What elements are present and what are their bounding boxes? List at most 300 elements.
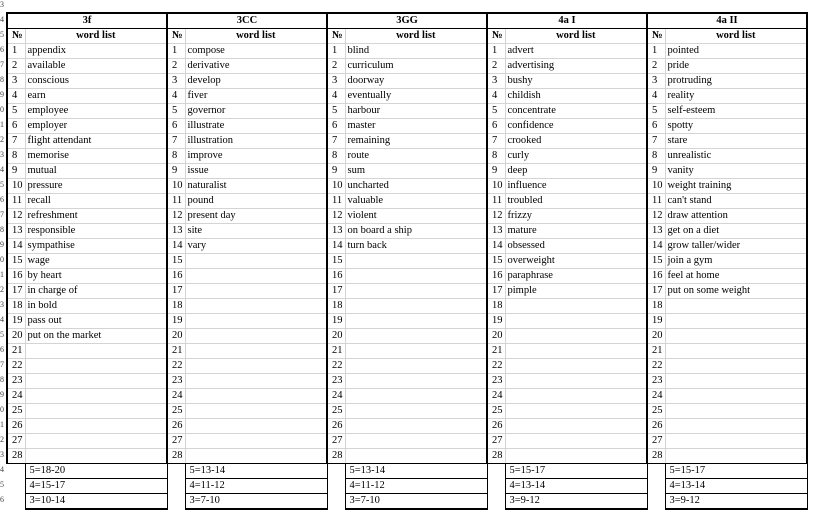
row-number-cell[interactable]: 21 xyxy=(327,344,345,359)
word-cell[interactable] xyxy=(505,344,647,359)
row-number-cell[interactable]: 28 xyxy=(167,449,185,464)
word-cell[interactable]: self-esteem xyxy=(665,104,807,119)
row-number-cell[interactable]: 8 xyxy=(647,149,665,164)
row-header[interactable]: 5 xyxy=(0,330,4,339)
row-header[interactable]: 6 xyxy=(0,345,4,354)
word-cell[interactable]: compose xyxy=(185,44,327,59)
row-number-cell[interactable]: 7 xyxy=(327,134,345,149)
row-number-cell[interactable]: 9 xyxy=(327,164,345,179)
row-header[interactable]: 4 xyxy=(0,165,4,174)
word-cell[interactable] xyxy=(185,449,327,464)
row-number-cell[interactable]: 3 xyxy=(7,74,25,89)
row-number-cell[interactable]: 14 xyxy=(7,239,25,254)
row-number-cell[interactable]: 24 xyxy=(167,389,185,404)
word-cell[interactable]: governor xyxy=(185,104,327,119)
row-number-cell[interactable]: 27 xyxy=(647,434,665,449)
word-cell[interactable]: conscious xyxy=(25,74,167,89)
row-header[interactable]: 4 xyxy=(0,465,4,474)
grade-scale-cell[interactable]: 3=9-12 xyxy=(505,494,647,510)
word-cell[interactable]: weight training xyxy=(665,179,807,194)
word-cell[interactable]: sum xyxy=(345,164,487,179)
row-number-cell[interactable]: 15 xyxy=(487,254,505,269)
word-cell[interactable] xyxy=(25,434,167,449)
row-number-cell[interactable]: 21 xyxy=(487,344,505,359)
row-header[interactable]: 0 xyxy=(0,255,4,264)
word-cell[interactable] xyxy=(185,434,327,449)
word-cell[interactable]: derivative xyxy=(185,59,327,74)
word-cell[interactable]: influence xyxy=(505,179,647,194)
row-header[interactable]: 8 xyxy=(0,375,4,384)
row-number-cell[interactable]: 19 xyxy=(167,314,185,329)
row-number-cell[interactable]: 7 xyxy=(487,134,505,149)
word-cell[interactable] xyxy=(185,374,327,389)
word-cell[interactable]: troubled xyxy=(505,194,647,209)
word-cell[interactable] xyxy=(665,329,807,344)
word-cell[interactable] xyxy=(665,374,807,389)
row-number-cell[interactable]: 9 xyxy=(7,164,25,179)
word-cell[interactable]: grow taller/wider xyxy=(665,239,807,254)
row-header[interactable]: 8 xyxy=(0,75,4,84)
word-cell[interactable]: childish xyxy=(505,89,647,104)
row-number-cell[interactable]: 28 xyxy=(487,449,505,464)
row-number-cell[interactable]: 1 xyxy=(167,44,185,59)
row-header[interactable]: 1 xyxy=(0,120,4,129)
row-number-cell[interactable]: 3 xyxy=(487,74,505,89)
row-number-cell[interactable]: 3 xyxy=(327,74,345,89)
word-cell[interactable]: deep xyxy=(505,164,647,179)
word-cell[interactable]: blind xyxy=(345,44,487,59)
row-number-cell[interactable]: 24 xyxy=(647,389,665,404)
word-cell[interactable] xyxy=(665,404,807,419)
row-number-cell[interactable]: 10 xyxy=(647,179,665,194)
word-cell[interactable] xyxy=(505,404,647,419)
row-number-cell[interactable]: 25 xyxy=(327,404,345,419)
row-number-cell[interactable]: 14 xyxy=(487,239,505,254)
row-number-cell[interactable]: 26 xyxy=(7,419,25,434)
word-cell[interactable]: join a gym xyxy=(665,254,807,269)
row-number-cell[interactable]: 11 xyxy=(487,194,505,209)
word-list-header[interactable]: word list xyxy=(505,29,647,44)
row-number-cell[interactable]: 6 xyxy=(7,119,25,134)
word-cell[interactable] xyxy=(345,434,487,449)
word-cell[interactable]: refreshment xyxy=(25,209,167,224)
word-cell[interactable]: mature xyxy=(505,224,647,239)
row-number-cell[interactable]: 25 xyxy=(167,404,185,419)
word-cell[interactable] xyxy=(185,419,327,434)
word-cell[interactable]: paraphrase xyxy=(505,269,647,284)
word-cell[interactable]: pound xyxy=(185,194,327,209)
word-cell[interactable]: available xyxy=(25,59,167,74)
word-cell[interactable]: remaining xyxy=(345,134,487,149)
row-number-cell[interactable]: 15 xyxy=(327,254,345,269)
grade-scale-cell[interactable]: 3=10-14 xyxy=(25,494,167,510)
row-number-cell[interactable]: 19 xyxy=(487,314,505,329)
word-cell[interactable]: wage xyxy=(25,254,167,269)
row-number-cell[interactable]: 22 xyxy=(327,359,345,374)
row-number-cell[interactable]: 17 xyxy=(647,284,665,299)
row-header[interactable]: 0 xyxy=(0,405,4,414)
grade-scale-cell[interactable]: 3=7-10 xyxy=(185,494,327,510)
word-cell[interactable] xyxy=(505,359,647,374)
row-header[interactable]: 9 xyxy=(0,90,4,99)
word-cell[interactable]: earn xyxy=(25,89,167,104)
word-cell[interactable]: present day xyxy=(185,209,327,224)
row-number-cell[interactable]: 16 xyxy=(647,269,665,284)
word-cell[interactable] xyxy=(505,419,647,434)
row-header[interactable]: 2 xyxy=(0,285,4,294)
group-title-3[interactable]: 4a I xyxy=(487,13,647,29)
row-number-cell[interactable]: 14 xyxy=(647,239,665,254)
word-cell[interactable] xyxy=(505,329,647,344)
word-cell[interactable]: overweight xyxy=(505,254,647,269)
row-number-cell[interactable]: 10 xyxy=(327,179,345,194)
row-header[interactable]: 2 xyxy=(0,135,4,144)
word-cell[interactable] xyxy=(185,329,327,344)
row-number-cell[interactable]: 12 xyxy=(487,209,505,224)
row-number-cell[interactable]: 21 xyxy=(7,344,25,359)
word-cell[interactable] xyxy=(345,299,487,314)
row-number-cell[interactable]: 22 xyxy=(7,359,25,374)
grade-scale-cell[interactable]: 5=13-14 xyxy=(185,464,327,479)
grade-scale-cell[interactable]: 5=15-17 xyxy=(505,464,647,479)
row-number-cell[interactable]: 27 xyxy=(167,434,185,449)
row-number-cell[interactable]: 26 xyxy=(487,419,505,434)
word-cell[interactable]: pimple xyxy=(505,284,647,299)
row-number-cell[interactable]: 7 xyxy=(7,134,25,149)
word-cell[interactable]: naturalist xyxy=(185,179,327,194)
row-number-cell[interactable]: 13 xyxy=(7,224,25,239)
word-cell[interactable] xyxy=(25,344,167,359)
grade-scale-cell[interactable]: 4=13-14 xyxy=(505,479,647,494)
row-number-cell[interactable]: 6 xyxy=(487,119,505,134)
row-number-cell[interactable]: 28 xyxy=(7,449,25,464)
row-number-cell[interactable]: 25 xyxy=(647,404,665,419)
row-number-cell[interactable]: 20 xyxy=(167,329,185,344)
row-number-cell[interactable]: 27 xyxy=(327,434,345,449)
word-cell[interactable]: feel at home xyxy=(665,269,807,284)
word-cell[interactable] xyxy=(505,389,647,404)
word-cell[interactable] xyxy=(345,419,487,434)
grade-scale-cell[interactable]: 3=9-12 xyxy=(665,494,807,510)
word-cell[interactable]: spotty xyxy=(665,119,807,134)
word-cell[interactable]: improve xyxy=(185,149,327,164)
word-cell[interactable]: illustration xyxy=(185,134,327,149)
row-number-cell[interactable]: 18 xyxy=(647,299,665,314)
word-cell[interactable]: harbour xyxy=(345,104,487,119)
word-cell[interactable]: vary xyxy=(185,239,327,254)
row-number-cell[interactable]: 1 xyxy=(7,44,25,59)
row-number-cell[interactable]: 10 xyxy=(487,179,505,194)
word-cell[interactable]: illustrate xyxy=(185,119,327,134)
row-header[interactable]: 3 xyxy=(0,450,4,459)
row-number-cell[interactable]: 3 xyxy=(167,74,185,89)
word-cell[interactable]: violent xyxy=(345,209,487,224)
word-cell[interactable]: pride xyxy=(665,59,807,74)
row-number-cell[interactable]: 24 xyxy=(7,389,25,404)
row-number-cell[interactable]: 20 xyxy=(7,329,25,344)
row-number-cell[interactable]: 20 xyxy=(327,329,345,344)
group-title-2[interactable]: 3GG xyxy=(327,13,487,29)
word-cell[interactable] xyxy=(25,419,167,434)
word-cell[interactable]: in charge of xyxy=(25,284,167,299)
word-cell[interactable] xyxy=(185,269,327,284)
row-number-cell[interactable]: 2 xyxy=(487,59,505,74)
word-cell[interactable]: valuable xyxy=(345,194,487,209)
word-cell[interactable]: crooked xyxy=(505,134,647,149)
word-cell[interactable] xyxy=(185,314,327,329)
grade-scale-cell[interactable]: 4=11-12 xyxy=(345,479,487,494)
row-number-cell[interactable]: 1 xyxy=(647,44,665,59)
row-number-cell[interactable]: 13 xyxy=(487,224,505,239)
grade-scale-cell[interactable]: 4=11-12 xyxy=(185,479,327,494)
word-cell[interactable] xyxy=(185,254,327,269)
word-cell[interactable]: employee xyxy=(25,104,167,119)
grade-scale-cell[interactable]: 3=7-10 xyxy=(345,494,487,510)
row-number-cell[interactable]: 19 xyxy=(327,314,345,329)
word-cell[interactable] xyxy=(185,344,327,359)
word-cell[interactable]: unrealistic xyxy=(665,149,807,164)
row-header[interactable]: 4 xyxy=(0,315,4,324)
group-title-0[interactable]: 3f xyxy=(7,13,167,29)
row-number-cell[interactable]: 18 xyxy=(327,299,345,314)
row-number-cell[interactable]: 24 xyxy=(327,389,345,404)
word-list-header[interactable]: word list xyxy=(185,29,327,44)
row-number-cell[interactable]: 28 xyxy=(647,449,665,464)
word-cell[interactable] xyxy=(505,374,647,389)
word-cell[interactable]: sympathise xyxy=(25,239,167,254)
row-number-cell[interactable]: 9 xyxy=(167,164,185,179)
row-number-cell[interactable]: 7 xyxy=(647,134,665,149)
row-number-cell[interactable]: 10 xyxy=(167,179,185,194)
row-number-cell[interactable]: 26 xyxy=(647,419,665,434)
word-cell[interactable]: master xyxy=(345,119,487,134)
word-cell[interactable] xyxy=(185,299,327,314)
word-cell[interactable]: bushy xyxy=(505,74,647,89)
word-cell[interactable]: curly xyxy=(505,149,647,164)
row-number-cell[interactable]: 18 xyxy=(7,299,25,314)
word-cell[interactable] xyxy=(345,329,487,344)
row-number-cell[interactable]: 15 xyxy=(647,254,665,269)
row-number-cell[interactable]: 21 xyxy=(167,344,185,359)
row-number-cell[interactable]: 4 xyxy=(167,89,185,104)
row-number-cell[interactable]: 8 xyxy=(487,149,505,164)
row-header[interactable]: 6 xyxy=(0,45,4,54)
row-number-cell[interactable]: 4 xyxy=(7,89,25,104)
word-cell[interactable]: route xyxy=(345,149,487,164)
row-number-cell[interactable]: 15 xyxy=(167,254,185,269)
word-cell[interactable] xyxy=(345,344,487,359)
word-cell[interactable]: develop xyxy=(185,74,327,89)
row-number-cell[interactable]: 11 xyxy=(647,194,665,209)
row-number-cell[interactable]: 15 xyxy=(7,254,25,269)
word-cell[interactable] xyxy=(345,269,487,284)
word-cell[interactable] xyxy=(185,284,327,299)
word-cell[interactable]: put on some weight xyxy=(665,284,807,299)
row-number-cell[interactable]: 13 xyxy=(167,224,185,239)
word-cell[interactable]: by heart xyxy=(25,269,167,284)
word-cell[interactable] xyxy=(345,404,487,419)
grade-scale-cell[interactable]: 5=18-20 xyxy=(25,464,167,479)
row-number-cell[interactable]: 23 xyxy=(7,374,25,389)
group-title-4[interactable]: 4a II xyxy=(647,13,807,29)
word-cell[interactable]: get on a diet xyxy=(665,224,807,239)
word-cell[interactable]: appendix xyxy=(25,44,167,59)
word-cell[interactable] xyxy=(345,314,487,329)
word-cell[interactable]: on board a ship xyxy=(345,224,487,239)
row-number-cell[interactable]: 5 xyxy=(487,104,505,119)
row-header[interactable]: 9 xyxy=(0,240,4,249)
row-header[interactable]: 1 xyxy=(0,270,4,279)
row-number-cell[interactable]: 25 xyxy=(7,404,25,419)
row-number-cell[interactable]: 1 xyxy=(327,44,345,59)
number-header[interactable]: № xyxy=(327,29,345,44)
row-header[interactable]: 3 xyxy=(0,0,4,9)
word-cell[interactable] xyxy=(25,359,167,374)
word-cell[interactable]: memorise xyxy=(25,149,167,164)
grade-scale-cell[interactable]: 4=13-14 xyxy=(665,479,807,494)
row-number-cell[interactable]: 5 xyxy=(327,104,345,119)
row-number-cell[interactable]: 24 xyxy=(487,389,505,404)
row-header[interactable]: 6 xyxy=(0,195,4,204)
row-number-cell[interactable]: 1 xyxy=(487,44,505,59)
word-cell[interactable] xyxy=(505,434,647,449)
word-cell[interactable]: obsessed xyxy=(505,239,647,254)
row-number-cell[interactable]: 9 xyxy=(487,164,505,179)
word-cell[interactable] xyxy=(345,449,487,464)
row-number-cell[interactable]: 5 xyxy=(167,104,185,119)
number-header[interactable]: № xyxy=(7,29,25,44)
word-cell[interactable]: flight attendant xyxy=(25,134,167,149)
row-header[interactable]: 5 xyxy=(0,180,4,189)
row-header[interactable]: 5 xyxy=(0,30,4,39)
word-cell[interactable]: concentrate xyxy=(505,104,647,119)
word-cell[interactable] xyxy=(665,389,807,404)
row-number-cell[interactable]: 23 xyxy=(167,374,185,389)
word-cell[interactable] xyxy=(185,359,327,374)
word-cell[interactable] xyxy=(345,374,487,389)
word-cell[interactable] xyxy=(505,449,647,464)
row-number-cell[interactable]: 12 xyxy=(327,209,345,224)
row-header[interactable]: 0 xyxy=(0,105,4,114)
row-number-cell[interactable]: 2 xyxy=(327,59,345,74)
row-number-cell[interactable]: 4 xyxy=(487,89,505,104)
row-number-cell[interactable]: 12 xyxy=(7,209,25,224)
word-cell[interactable]: site xyxy=(185,224,327,239)
row-number-cell[interactable]: 3 xyxy=(647,74,665,89)
word-cell[interactable] xyxy=(505,299,647,314)
word-cell[interactable]: curriculum xyxy=(345,59,487,74)
word-cell[interactable]: vanity xyxy=(665,164,807,179)
word-cell[interactable] xyxy=(345,389,487,404)
word-cell[interactable]: responsible xyxy=(25,224,167,239)
word-cell[interactable] xyxy=(345,254,487,269)
row-number-cell[interactable]: 2 xyxy=(647,59,665,74)
row-number-cell[interactable]: 17 xyxy=(487,284,505,299)
row-number-cell[interactable]: 17 xyxy=(7,284,25,299)
word-cell[interactable] xyxy=(185,389,327,404)
row-number-cell[interactable]: 12 xyxy=(647,209,665,224)
word-cell[interactable]: confidence xyxy=(505,119,647,134)
row-header[interactable]: 7 xyxy=(0,360,4,369)
word-cell[interactable] xyxy=(25,449,167,464)
row-number-cell[interactable]: 8 xyxy=(327,149,345,164)
word-cell[interactable] xyxy=(505,314,647,329)
row-number-cell[interactable]: 22 xyxy=(647,359,665,374)
row-number-cell[interactable]: 6 xyxy=(647,119,665,134)
grade-scale-cell[interactable]: 5=13-14 xyxy=(345,464,487,479)
row-number-cell[interactable]: 2 xyxy=(7,59,25,74)
row-number-cell[interactable]: 19 xyxy=(647,314,665,329)
row-number-cell[interactable]: 5 xyxy=(647,104,665,119)
word-cell[interactable]: recall xyxy=(25,194,167,209)
row-number-cell[interactable]: 16 xyxy=(487,269,505,284)
word-cell[interactable]: reality xyxy=(665,89,807,104)
row-number-cell[interactable]: 12 xyxy=(167,209,185,224)
word-cell[interactable] xyxy=(345,284,487,299)
word-cell[interactable]: employer xyxy=(25,119,167,134)
word-list-header[interactable]: word list xyxy=(345,29,487,44)
row-header[interactable]: 1 xyxy=(0,420,4,429)
row-number-cell[interactable]: 13 xyxy=(647,224,665,239)
row-number-cell[interactable]: 11 xyxy=(7,194,25,209)
row-number-cell[interactable]: 8 xyxy=(167,149,185,164)
word-cell[interactable]: draw attention xyxy=(665,209,807,224)
row-number-cell[interactable]: 16 xyxy=(327,269,345,284)
grade-scale-cell[interactable]: 4=15-17 xyxy=(25,479,167,494)
word-cell[interactable] xyxy=(665,344,807,359)
row-number-cell[interactable]: 22 xyxy=(487,359,505,374)
row-header[interactable]: 9 xyxy=(0,390,4,399)
word-cell[interactable] xyxy=(665,419,807,434)
word-cell[interactable]: pointed xyxy=(665,44,807,59)
word-cell[interactable] xyxy=(25,389,167,404)
row-number-cell[interactable]: 16 xyxy=(7,269,25,284)
row-number-cell[interactable]: 20 xyxy=(647,329,665,344)
row-number-cell[interactable]: 23 xyxy=(647,374,665,389)
word-cell[interactable]: issue xyxy=(185,164,327,179)
row-number-cell[interactable]: 27 xyxy=(7,434,25,449)
word-cell[interactable]: pressure xyxy=(25,179,167,194)
word-cell[interactable] xyxy=(25,404,167,419)
row-number-cell[interactable]: 7 xyxy=(167,134,185,149)
word-cell[interactable]: advertising xyxy=(505,59,647,74)
row-number-cell[interactable]: 18 xyxy=(167,299,185,314)
word-cell[interactable]: put on the market xyxy=(25,329,167,344)
row-number-cell[interactable]: 18 xyxy=(487,299,505,314)
row-number-cell[interactable]: 20 xyxy=(487,329,505,344)
row-number-cell[interactable]: 5 xyxy=(7,104,25,119)
row-number-cell[interactable]: 26 xyxy=(327,419,345,434)
word-cell[interactable] xyxy=(665,434,807,449)
row-number-cell[interactable]: 26 xyxy=(167,419,185,434)
row-number-cell[interactable]: 23 xyxy=(327,374,345,389)
word-cell[interactable] xyxy=(345,359,487,374)
row-number-cell[interactable]: 11 xyxy=(327,194,345,209)
word-cell[interactable] xyxy=(665,359,807,374)
word-cell[interactable]: stare xyxy=(665,134,807,149)
row-number-cell[interactable]: 4 xyxy=(647,89,665,104)
row-number-cell[interactable]: 6 xyxy=(327,119,345,134)
word-cell[interactable]: turn back xyxy=(345,239,487,254)
row-number-cell[interactable]: 8 xyxy=(7,149,25,164)
number-header[interactable]: № xyxy=(167,29,185,44)
row-header[interactable]: 7 xyxy=(0,60,4,69)
row-number-cell[interactable]: 27 xyxy=(487,434,505,449)
row-header[interactable]: 8 xyxy=(0,225,4,234)
word-cell[interactable]: mutual xyxy=(25,164,167,179)
word-cell[interactable]: pass out xyxy=(25,314,167,329)
word-cell[interactable]: eventually xyxy=(345,89,487,104)
